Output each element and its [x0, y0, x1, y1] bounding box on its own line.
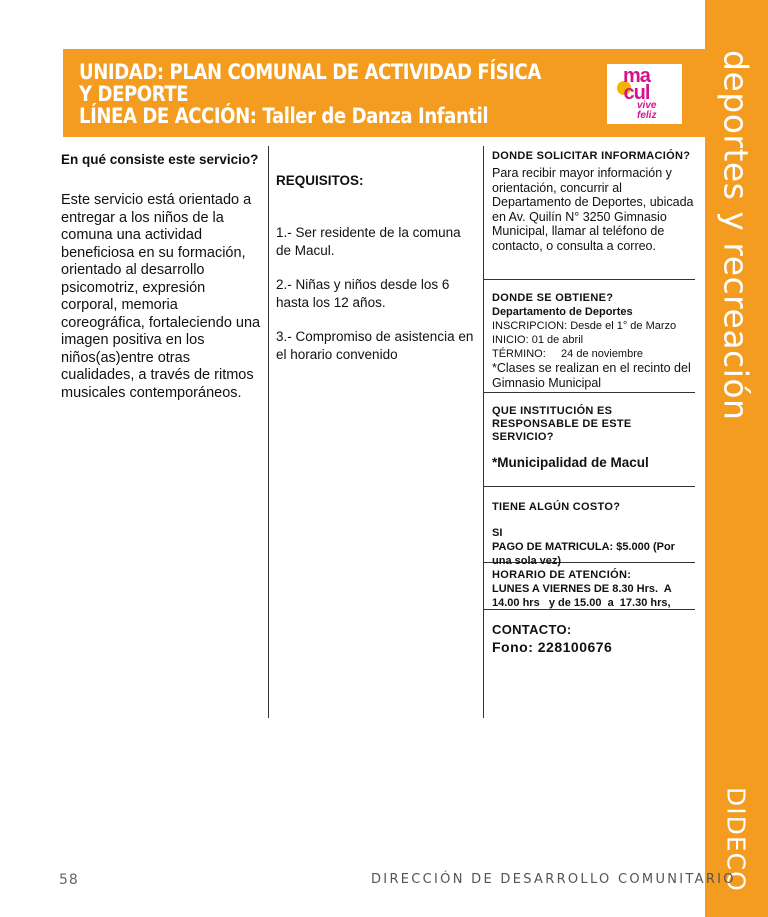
where-request-text: Para recibir mayor información y orientación, concurrir al Departamento de Deportes, ubicada en Av. Quilín N° 3250 Gimnasio Municipal, llamar al teléfono de contacto, o consulta a correo. [492, 166, 694, 253]
where-obtain-title: DONDE SE OBTIENE? [492, 292, 614, 304]
logo-text-top: ma [623, 65, 650, 87]
where-request-title: DONDE SOLICITAR INFORMACIÓN? [492, 150, 691, 162]
requirement-item: 3.- Compromiso de asistencia en el horario convenido [276, 329, 474, 362]
logo-text-bottom: cul [623, 82, 650, 104]
department-name: Departamento de Deportes [492, 306, 633, 318]
macul-logo [607, 64, 682, 124]
logo-sub-2: feliz [637, 110, 657, 121]
requirement-item: 2.- Niñas y niños desde los 6 hasta los 12 años. [276, 277, 450, 310]
side-title: deportes y recreación [716, 50, 756, 421]
where-request-box [484, 146, 695, 280]
end-date: TÉRMINO: 24 de noviembre [492, 348, 643, 360]
info-column [484, 146, 695, 670]
requirement-item: 1.- Ser residente de la comuna de Macul. [276, 225, 461, 258]
institution-box [484, 393, 695, 487]
service-body: Este servicio está orientado a entregar a los niños de la comuna una actividad beneficiosa en su formación, orientado al desarrollo psicomotriz, expresión corporal, memoria coreográfica, fortaleciendo una imagen positiva en los niños(as)entre otras cualidades, a través de ritmos musicales contemporáneos. [61, 192, 261, 401]
cost-detail: PAGO DE MATRICULA: $5.000 (Por una sola vez) [492, 541, 675, 567]
inscription-date: INSCRIPCION: Desde el 1° de Marzo [492, 320, 677, 332]
requirements [276, 172, 476, 380]
where-obtain-box [484, 280, 695, 393]
page-number: 58 [59, 872, 79, 888]
service-title: En qué consiste este servicio? [61, 152, 259, 167]
footer-department: DIRECCIÓN DE DESARROLLO COMUNITARIO [371, 872, 736, 887]
start-date: INICIO: 01 de abril [492, 334, 584, 346]
divider-1 [268, 146, 269, 718]
side-dideco-label: DIDECO [721, 787, 751, 892]
header-banner [63, 49, 705, 137]
service-description [61, 152, 261, 402]
contact-box [484, 610, 695, 670]
hours-detail: LUNES A VIERNES DE 8.30 Hrs. A 14.00 hrs y de 15.00 a 17.30 hrs, [492, 583, 675, 609]
header-line-3: LÍNEA DE ACCIÓN: Taller de Danza Infantil [79, 104, 489, 128]
header-title [79, 61, 541, 127]
contact-phone: Fono: 228100676 [492, 639, 613, 655]
hours-title: HORARIO DE ATENCIÓN: [492, 569, 632, 581]
hours-box [484, 563, 695, 610]
classes-note: *Clases se realizan en el recinto del Gimnasio Municipal [492, 361, 691, 390]
cost-title: TIENE ALGÚN COSTO? [492, 501, 621, 513]
cost-yes: SI [492, 527, 503, 539]
header-line-2: Y DEPORTE [79, 82, 189, 106]
institution-value: *Municipalidad de Macul [492, 455, 649, 470]
contact-title: CONTACTO: [492, 622, 572, 637]
header-line-1: UNIDAD: PLAN COMUNAL DE ACTIVIDAD FÍSICA [79, 60, 541, 84]
institution-title: QUE INSTITUCIÓN ES RESPONSABLE DE ESTE SERVICIO? [492, 405, 632, 443]
requirements-title: REQUISITOS: [276, 173, 364, 188]
logo-sub-1: vive [637, 100, 657, 111]
cost-box [484, 487, 695, 567]
